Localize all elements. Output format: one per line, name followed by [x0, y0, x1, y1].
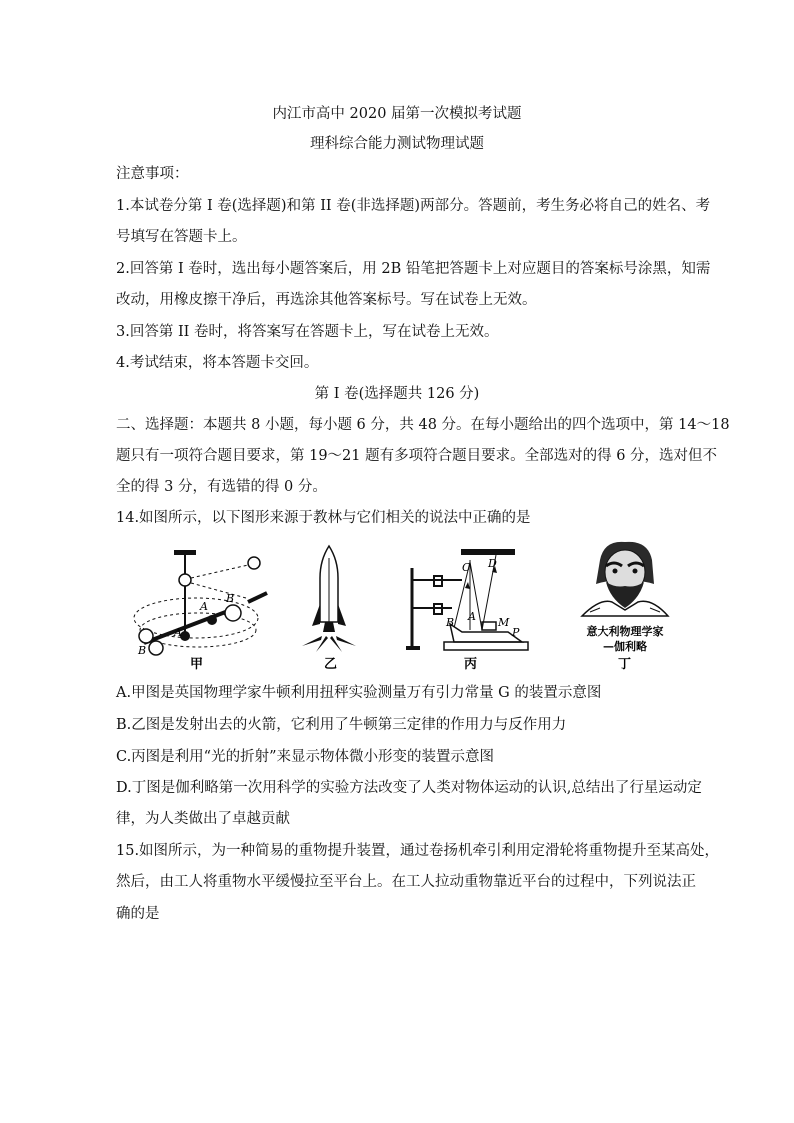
figure-yi-label: 乙 [324, 657, 338, 672]
figure-jia-torsion-balance [126, 538, 276, 673]
bing-label-d: D [488, 557, 497, 570]
question-14-option-a: A.甲图是英国物理学家牛顿利用扭秤实验测量万有引力常量 G 的装置示意图 [116, 685, 602, 701]
ding-caption-line-1: 意大利物理学家 [586, 625, 664, 638]
notice-item-3: 3.回答第 II 卷时，将答案写在答题卡上，写在试卷上无效。 [116, 324, 499, 340]
notice-item-4: 4.考试结束，将本答题卡交回。 [116, 355, 319, 371]
bing-label-a: A [468, 610, 476, 623]
jia-label-b-left: B [138, 644, 147, 657]
jia-label-b-right: B [226, 592, 235, 605]
bing-label-c: C [462, 561, 471, 574]
figure-ding-galileo-portrait [570, 538, 680, 673]
section-intro-line-1: 二、选择题：本题共 8 小题，每小题 6 分，共 48 分。在每小题给出的四个选项中，第 14～18 [116, 417, 730, 433]
question-14-option-d-line-2: 律，为人类做出了卓越贡献 [116, 811, 290, 827]
notice-item-1-line-1: 1.本试卷分第 I 卷(选择题)和第 II 卷(非选择题)两部分。答题前，考生务必将自己的姓名、考 [116, 198, 711, 214]
question-14-option-b: B.乙图是发射出去的火箭，它利用了牛顿第三定律的作用力与反作用力 [116, 717, 567, 733]
notice-heading: 注意事项： [116, 166, 189, 182]
figure-yi-rocket [284, 538, 374, 673]
ding-caption-line-2: —伽利略 [603, 640, 647, 653]
figure-ding-label: 丁 [618, 657, 632, 672]
bing-label-b: B [446, 616, 455, 629]
bing-label-m: M [498, 616, 510, 629]
question-15-line-2: 然后，由工人将重物水平缓慢拉至平台上。在工人拉动重物靠近平台的过程中，下列说法正 [116, 874, 696, 890]
exam-subtitle: 理科综合能力测试物理试题 [310, 136, 484, 152]
jia-label-a-bottom: A [174, 626, 182, 639]
notice-item-1-line-2: 号填写在答题卡上。 [116, 229, 247, 245]
section-intro-line-3: 全的得 3 分，有选错的得 0 分。 [116, 479, 327, 495]
figure-bing-mirror-apparatus [404, 538, 534, 673]
question-15-line-3: 确的是 [116, 906, 160, 922]
jia-label-a-top: A [200, 600, 208, 613]
notice-item-2-line-2: 改动，用橡皮擦干净后，再选涂其他答案标号。写在试卷上无效。 [116, 292, 537, 308]
question-14-option-c: C.丙图是利用“光的折射”来显示物体微小形变的装置示意图 [116, 749, 495, 765]
bing-label-p: P [512, 626, 520, 639]
question-15-line-1: 15.如图所示，为一种简易的重物提升装置，通过卷扬机牵引利用定滑轮将重物提升至某高处， [116, 843, 720, 859]
question-14-option-d-line-1: D.丁图是伽利略第一次用科学的实验方法改变了人类对物体运动的认识,总结出了行星运动定 [116, 780, 702, 796]
section-intro-line-2: 题只有一项符合题目要求，第 19～21 题有多项符合题目要求。全部选对的得 6 分，选对但不 [116, 448, 718, 464]
section-title: 第 I 卷(选择题共 126 分) [314, 386, 480, 402]
figure-jia-label: 甲 [190, 657, 204, 672]
figure-bing-label: 丙 [464, 657, 478, 672]
question-14-stem: 14.如图所示，以下图形来源于教林与它们相关的说法中正确的是 [116, 510, 531, 526]
exam-title: 内江市高中 2020 届第一次模拟考试题 [272, 106, 522, 122]
notice-item-2-line-1: 2.回答第 I 卷时，选出每小题答案后，用 2B 铅笔把答题卡上对应题目的答案标号涂黑，知需 [116, 261, 711, 277]
